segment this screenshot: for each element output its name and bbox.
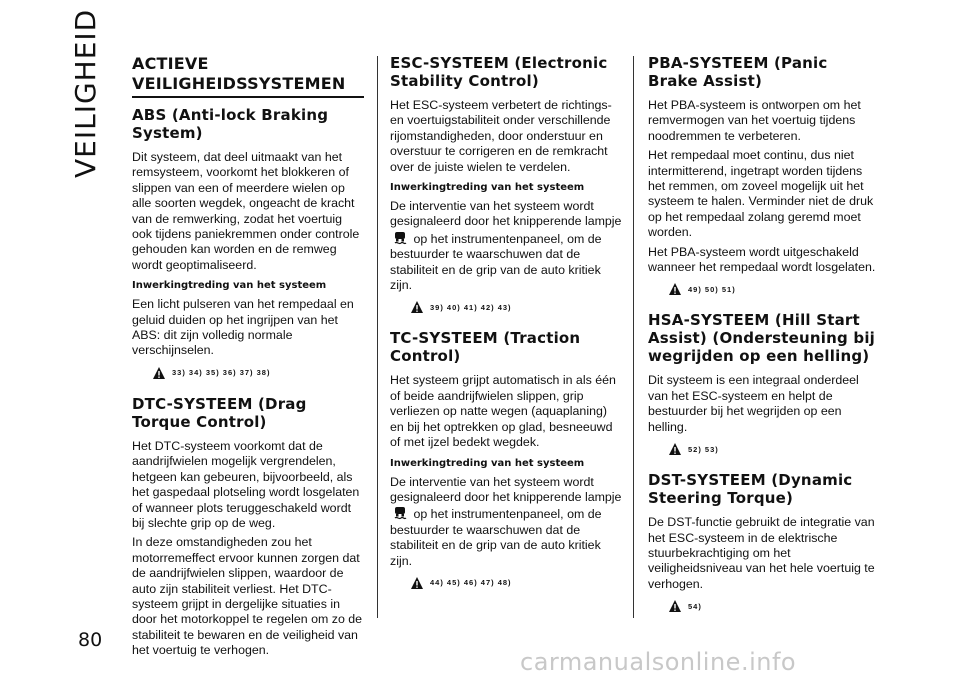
- esc-paragraph-2: [390, 199, 622, 293]
- note-references: 33) 34) 35) 36) 37) 38): [172, 368, 271, 378]
- esc-subheading: Inwerkingtreding van het systeem: [390, 182, 585, 194]
- column-3: [648, 54, 880, 628]
- warning-triangle-icon: [668, 599, 682, 613]
- warning-triangle-icon: [410, 576, 424, 590]
- section-side-title: VEILIGHEID: [69, 8, 102, 178]
- dtc-heading: DTC-SYSTEEM (Drag Torque Control): [132, 394, 307, 431]
- note-references: 44) 45) 46) 47) 48): [430, 578, 512, 588]
- pba-paragraph-2: Het rempedaal moet continu, dus niet intermitterend, ingetrapt worden tijdens het remmen, om zoveel mogelijk uit het systeem te halen. Verminder niet de druk op het rempedaal zolang geremd moet worden.: [648, 148, 874, 240]
- dst-paragraph: De DST-functie gebruikt de integratie van het ESC-systeem in de elektrische stuurbekrachtiging om het veiligheidsniveau van het hele voertuig te verhogen.: [648, 515, 875, 591]
- warning-reference: [410, 573, 622, 593]
- column-divider: [633, 56, 634, 618]
- warning-reference: [668, 439, 880, 459]
- warning-triangle-icon: [668, 282, 682, 296]
- note-references: 39) 40) 41) 42) 43): [430, 302, 512, 312]
- warning-triangle-icon: [668, 442, 682, 456]
- page-main-title: ACTIEVE VEILIGHEIDSSYSTEMEN: [132, 54, 364, 98]
- dtc-paragraph: Het DTC-systeem voorkomt dat de aandrijfwielen mogelijk vergrendelen, hetgeen kan gebeuren, bijvoorbeeld, als het gaspedaal plotseling wordt losgelaten of wanneer plots teruggeschakeld wordt bij slechte grip op de weg.: [132, 438, 360, 530]
- abs-subheading: Inwerkingtreding van het systeem: [132, 280, 327, 292]
- page-number: 80: [78, 629, 103, 651]
- pba-heading: PBA-SYSTEEM (Panic Brake Assist): [648, 54, 828, 90]
- abs-heading: ABS (Anti-lock Braking System): [132, 106, 329, 142]
- tc-subheading: Inwerkingtreding van het systeem: [390, 457, 585, 469]
- column-2: [390, 54, 622, 605]
- tc-text-before-icon: De interventie van het systeem wordt gesignaleerd door het knipperende lampje: [390, 474, 622, 504]
- pba-paragraph-3: Het PBA-systeem wordt uitgeschakeld wanneer het rempedaal wordt losgelaten.: [648, 244, 876, 275]
- warning-triangle-icon: [152, 366, 166, 380]
- note-references: 52) 53): [688, 444, 719, 454]
- note-references: 54): [688, 601, 702, 611]
- esc-paragraph: Het ESC-systeem verbetert de richtings-en voertuigstabiliteit onder verschillende rijomstandigheden, door onderstuur en overstuur te corrigeren en de remkracht over de juiste wielen te verdelen.: [390, 98, 612, 174]
- tc-heading: TC-SYSTEEM (Traction Control): [390, 329, 581, 366]
- warning-reference: [668, 596, 880, 616]
- hsa-paragraph: Dit systeem is een integraal onderdeel van het ESC-systeem en helpt de bestuurder bij het wegrijden op een helling.: [648, 373, 859, 434]
- esc-text-before-icon: De interventie van het systeem wordt gesignaleerd door het knipperende lampje: [390, 199, 622, 229]
- column-1: [132, 54, 364, 663]
- watermark: carmanualsonline.info: [520, 648, 797, 676]
- dtc-paragraph-2: In deze omstandigheden zou het motorremeffect ervoor kunnen zorgen dat de aandrijfwielen slippen, waardoor de auto zijn stabiliteit verliest. Het DTC-systeem grijpt in dergelijke situaties in door het motorkoppel te regelen om zo de stabiliteit te bewaren en de veiligheid van het voertuig te verhogen.: [132, 535, 363, 658]
- tc-paragraph-2: [390, 475, 622, 569]
- esc-heading: ESC-SYSTEEM (Electronic Stability Control): [390, 54, 608, 90]
- esc-text-after-icon: op het instrumentenpaneel, om de bestuurder te waarschuwen dat de stabiliteit en de grip van de auto kritiek zijn.: [390, 231, 602, 293]
- esc-skid-car-icon: [392, 505, 408, 521]
- abs-paragraph: Dit systeem, dat deel uitmaakt van het remsysteem, voorkomt het blokkeren of slippen van een of meerdere wielen op alle soorten wegdek, ongeacht de kracht van de remwerking, zodat het voertuig ook tijdens paniekremmen onder controle gehouden kan worden en de remweg wordt geoptimaliseerd.: [132, 150, 360, 272]
- tc-paragraph: Het systeem grijpt automatisch in als één of beide aandrijfwielen slippen, grip verliezen op natte wegen (aquaplaning) en bij het optrekken op glad, besneeuwd of met ijzel bedekt wegdek.: [390, 373, 616, 450]
- dst-heading: DST-SYSTEEM (Dynamic Steering Torque): [648, 471, 853, 508]
- warning-triangle-icon: [410, 300, 424, 314]
- warning-reference: [152, 363, 364, 383]
- pba-paragraph: Het PBA-systeem is ontworpen om het remvermogen van het voertuig tijdens noodremmen te verbeteren.: [648, 98, 861, 143]
- abs-paragraph-2: Een licht pulseren van het rempedaal en geluid duiden op het ingrijpen van het ABS: dit zijn volledig normale verschijnselen.: [132, 297, 354, 358]
- esc-skid-car-icon: [392, 230, 408, 246]
- tc-text-after-icon: op het instrumentenpaneel, om de bestuurder te waarschuwen dat de stabiliteit en de grip van de auto kritiek zijn.: [390, 507, 602, 568]
- column-divider: [377, 56, 378, 618]
- warning-reference: [410, 297, 622, 317]
- hsa-heading: HSA-SYSTEEM (Hill Start Assist) (Ondersteuning bij wegrijden op een helling): [648, 311, 876, 366]
- warning-reference: [668, 279, 880, 299]
- note-references: 49) 50) 51): [688, 284, 736, 294]
